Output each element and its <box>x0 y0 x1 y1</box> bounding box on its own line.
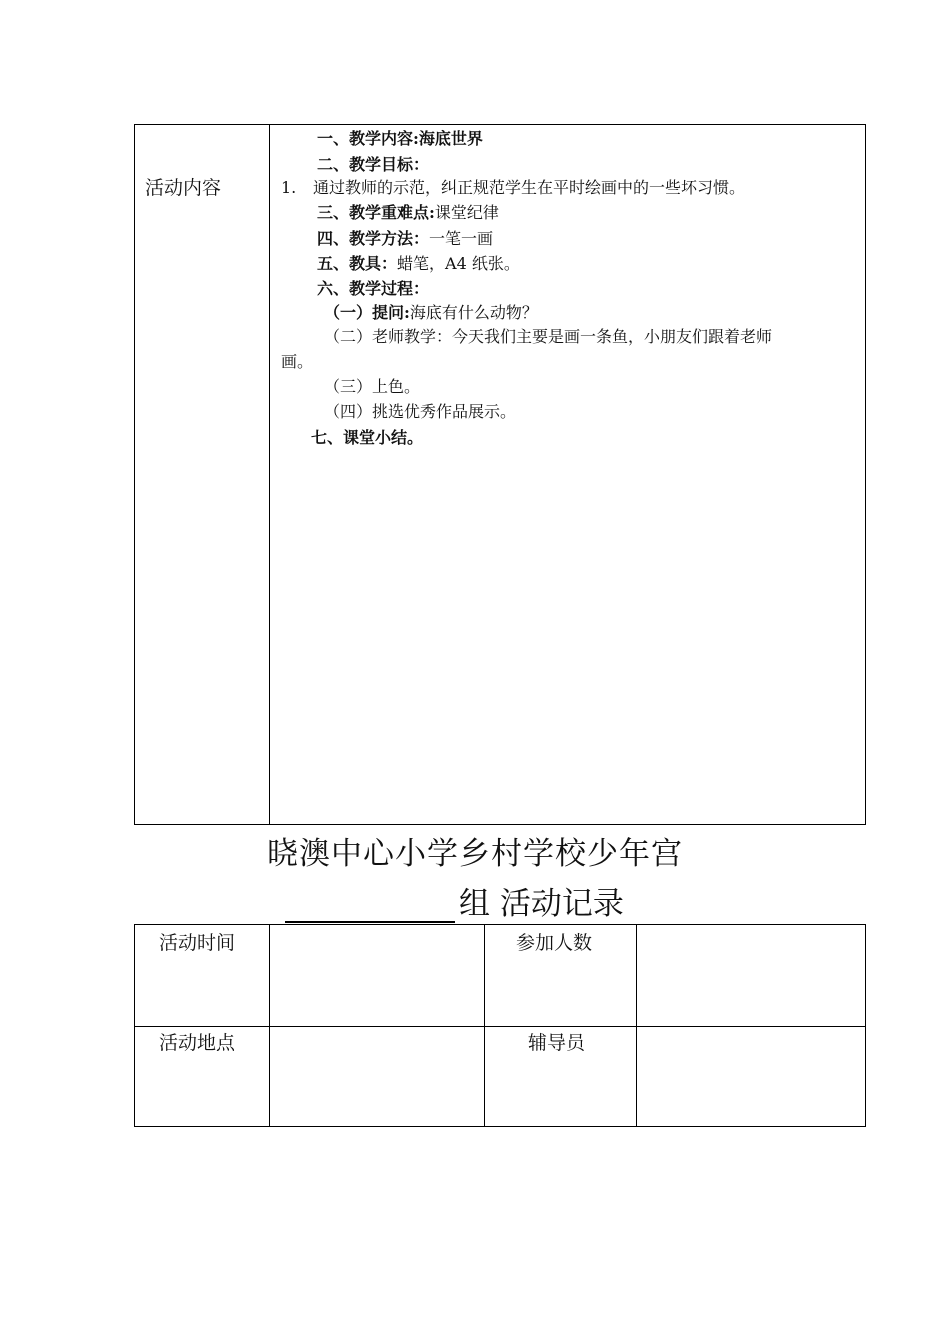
content-line-7: 六、教学过程： <box>317 279 430 298</box>
page-title: 晓澳中心小学乡村学校少年宫 <box>267 836 683 872</box>
participants-label: 参加人数 <box>516 932 593 954</box>
content-line-9: （二）老师教学：今天我们主要是画一条鱼，小朋友们跟着老师 <box>324 327 773 346</box>
content-line-8: （一）提问:海底有什么动物？ <box>324 303 538 322</box>
activity-content-label-cell <box>135 125 270 824</box>
activity-info-table <box>134 924 866 1127</box>
content-line-3: 1. 通过教师的示范，纠正规范学生在平时绘画中的一些坏习惯。 <box>281 178 746 197</box>
content-line-4: 三、教学重难点:课堂纪律 <box>317 203 499 222</box>
activity-time-label: 活动时间 <box>159 932 236 954</box>
content-line-1: 一、教学内容:海底世界 <box>317 129 483 148</box>
activity-location-label: 活动地点 <box>159 1032 236 1054</box>
activity-content-label: 活动内容 <box>145 177 222 199</box>
content-line-10: 画。 <box>281 352 314 371</box>
instructor-label: 辅导员 <box>528 1032 586 1054</box>
divider <box>135 1026 865 1027</box>
content-line-5: 四、教学方法：一笔一画 <box>317 229 494 248</box>
content-line-13: 七、课堂小结。 <box>311 428 424 447</box>
content-line-12: （四）挑选优秀作品展示。 <box>324 402 517 421</box>
activity-content-body <box>270 125 865 824</box>
activity-content-table <box>134 124 866 825</box>
page-subtitle: 组 活动记录 <box>285 878 624 923</box>
content-line-11: （三）上色。 <box>324 377 421 396</box>
content-line-6: 五、教具：蜡笔，A4 纸张。 <box>317 254 520 273</box>
group-name-blank <box>285 891 455 923</box>
content-line-2: 二、教学目标： <box>317 155 430 174</box>
